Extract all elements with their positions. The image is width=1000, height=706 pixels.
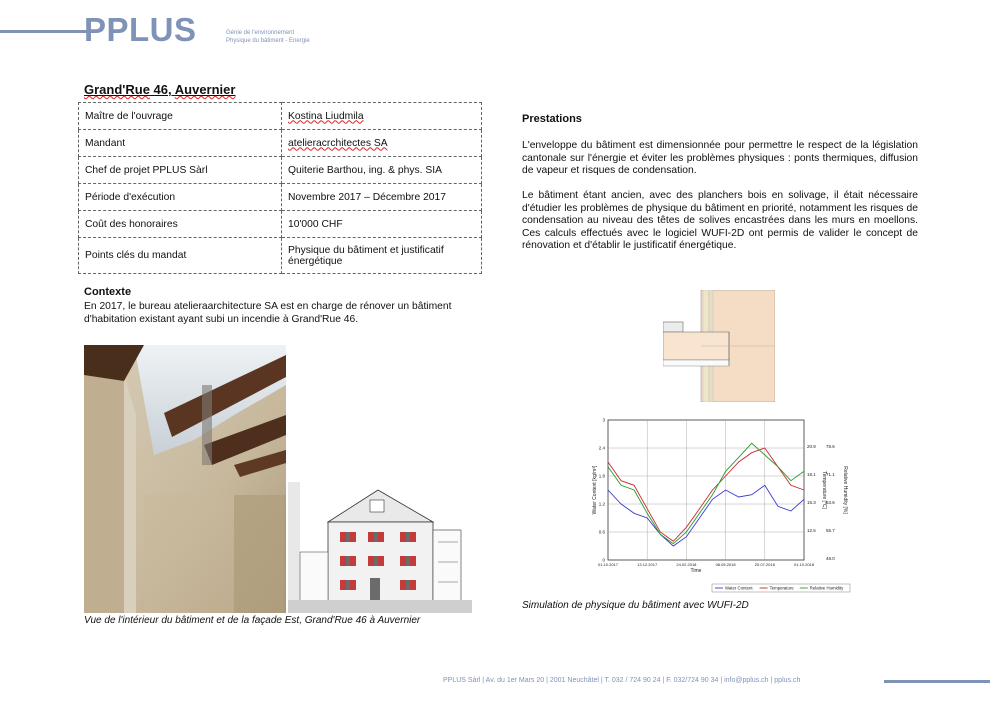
row-label: Mandant	[79, 130, 282, 157]
plot-area	[608, 420, 804, 560]
x-tick-label: 13.12.2017	[637, 562, 658, 567]
legend-label: Water Content	[725, 585, 753, 591]
y3-tick-label: 48.0	[826, 556, 835, 561]
y3-tick-label: 55.7	[826, 528, 835, 533]
x-tick-label: 20.07.2018	[754, 562, 775, 567]
facade-drawing	[288, 482, 472, 613]
table-row	[79, 238, 482, 274]
contexte-heading: Contexte	[84, 286, 132, 298]
table-row	[79, 184, 482, 211]
tagline-line-1: Génie de l'environnement	[226, 30, 295, 36]
title-town: Auvernier	[174, 82, 236, 97]
project-title	[84, 82, 235, 97]
y3-tick-label: 78.6	[826, 444, 835, 449]
y-tick-label: 1.2	[598, 501, 605, 507]
table-row	[79, 211, 482, 238]
y-tick-label: 0.6	[598, 529, 605, 535]
y-tick-label: 3	[602, 417, 605, 423]
company-tagline	[226, 29, 310, 45]
joist-detail-drawing	[663, 290, 775, 402]
row-value: Quiterie Barthou, ing. & phys. SIA	[282, 157, 482, 184]
chart-caption: Simulation de physique du bâtiment avec WUFI-2D	[522, 600, 749, 611]
prestations-heading: Prestations	[522, 113, 582, 125]
row-value: Physique du bâtiment et justificatif énergétique	[282, 238, 482, 274]
y2-tick-label: 20.9	[807, 444, 816, 449]
table-row	[79, 103, 482, 130]
x-axis-label: Time	[690, 568, 702, 574]
row-value	[282, 103, 482, 130]
y-tick-label: 0	[602, 557, 605, 563]
prestations-paragraph-2: Le bâtiment étant ancien, avec des planchers bois en solivage, il était nécessaire d'étudier les problèmes de physique du bâtiment en priorité, notamment les risques de condensation au niveau des têtes de solives encastrées dans les murs en moellons. Ces calculs effectués avec le logiciel WUFI-2D ont permis de valider le concept de rénovation et d'établir le justificatif énergétique.	[522, 190, 918, 251]
prestations-paragraph-1: L'enveloppe du bâtiment est dimensionnée pour permettre le respect de la législation cantonale sur l'énergie et éviter les problèmes physiques : ponts thermiques, diffusion de vapeur et risques de condensation.	[522, 140, 918, 176]
row-value	[282, 130, 482, 157]
y-tick-label: 1.8	[598, 473, 605, 479]
row-value: Novembre 2017 – Décembre 2017	[282, 184, 482, 211]
wufi-chart	[590, 416, 854, 598]
interior-photo	[84, 345, 286, 613]
x-tick-label: 01.10.2018	[793, 562, 815, 567]
photos-caption: Vue de l'intérieur du bâtiment et de la façade Est, Grand'Rue 46 à Auvernier	[84, 615, 421, 626]
company-logo: PPLUS	[84, 11, 197, 48]
row-label: Maître de l'ouvrage	[79, 103, 282, 130]
contexte-text: En 2017, le bureau atelieraarchitecture SA est en charge de rénover un bâtiment d'habitation existant ayant subi un incendie à Grand'Rue 46.	[84, 301, 452, 325]
legend-label: Relative Humidity	[809, 585, 844, 591]
row-value-text: Kostina Liudmila	[288, 110, 364, 122]
y-tick-label: 2.4	[598, 445, 605, 451]
title-street: Grand'Rue	[84, 82, 150, 97]
y2-tick-label: 18.1	[807, 472, 816, 477]
y2-tick-label: 12.5	[807, 528, 816, 533]
project-info-table	[78, 102, 482, 274]
footer-line-right	[884, 680, 990, 683]
row-label: Points clés du mandat	[79, 238, 282, 274]
footer-contact: PPLUS Sàrl | Av. du 1er Mars 20 | 2001 Neuchâtel | T. 032 / 724 90 24 | F. 032/724 90 34 | info@pplus.ch | pplus.ch	[443, 677, 801, 684]
y3-tick-label: 71.1	[826, 472, 835, 477]
title-number: 46,	[149, 82, 175, 97]
y2-axis-label: Temperature [°C]	[821, 471, 827, 509]
y2-tick-label: 15.3	[807, 500, 816, 505]
y3-axis-label: Relative Humidity [%]	[842, 466, 848, 514]
row-label: Période d'exécution	[79, 184, 282, 211]
row-label: Chef de projet PPLUS Sàrl	[79, 157, 282, 184]
header-line-left	[0, 30, 96, 33]
x-tick-label: 01.10.2017	[597, 562, 619, 567]
row-value: 10'000 CHF	[282, 211, 482, 238]
y3-tick-label: 63.6	[826, 500, 835, 505]
legend-label: Temperature	[769, 585, 794, 591]
table-row	[79, 130, 482, 157]
row-label: Coût des honoraires	[79, 211, 282, 238]
table-row	[79, 157, 482, 184]
chart-legend	[712, 584, 850, 592]
row-value-text: atelieracrchitectes SA	[288, 137, 388, 149]
tagline-line-2: Physique du bâtiment - Energie	[226, 38, 310, 44]
x-tick-label: 24.02.2018	[676, 562, 697, 567]
y-axis-label: Water Content [kg/m³]	[592, 465, 598, 515]
x-tick-label: 08.05.2018	[715, 562, 736, 567]
